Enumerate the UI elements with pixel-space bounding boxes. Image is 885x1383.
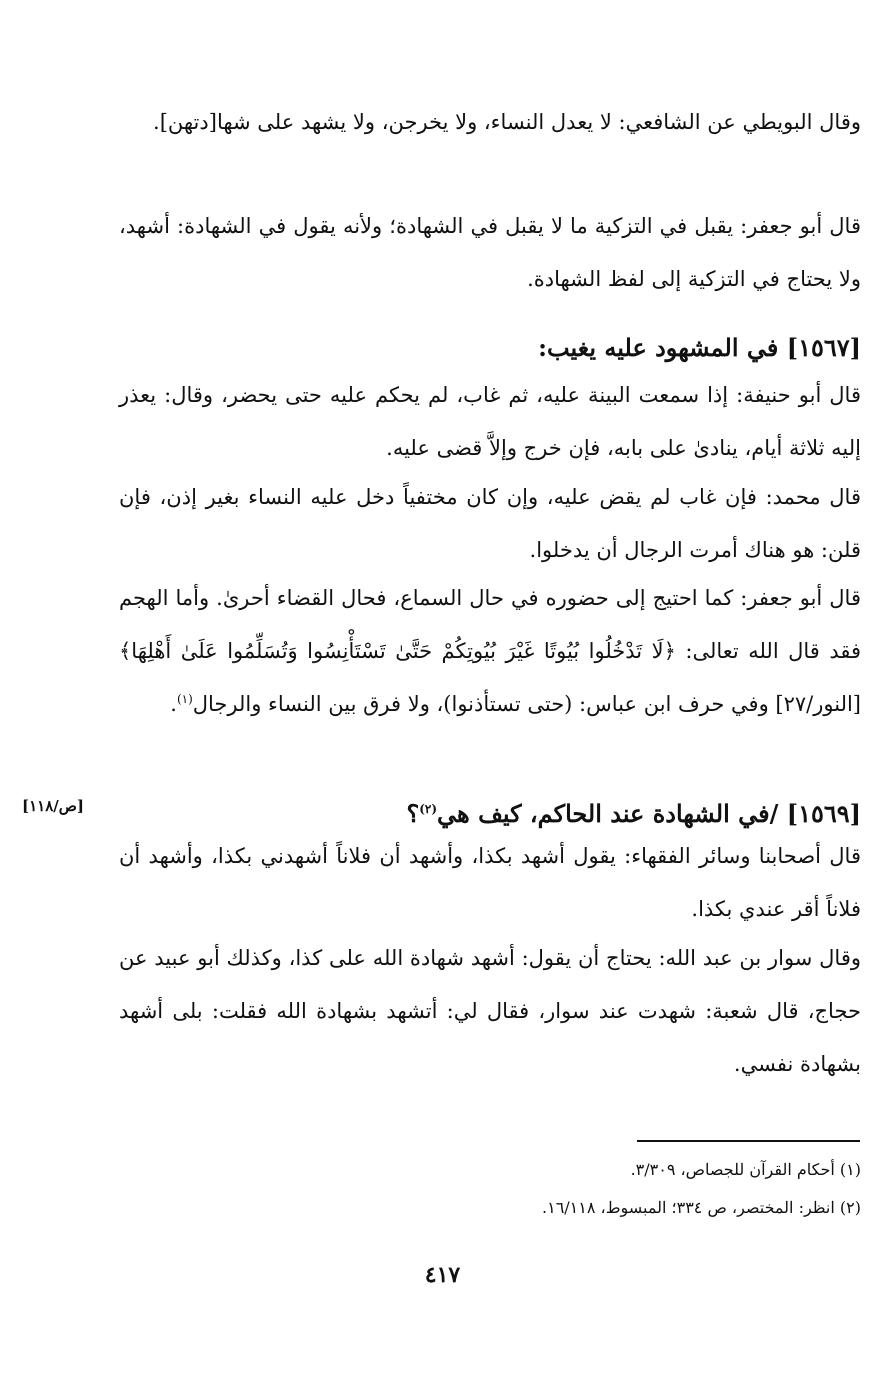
paragraph-end: . [170,692,177,716]
section-heading-1567: [١٥٦٧] في المشهود عليه يغيب: [538,333,861,362]
paragraph-abu-jafar-tazkiya: قال أبو جعفر: يقبل في التزكية ما لا يقبل في الشهادة؛ ولأنه يقول في الشهادة: أشهد، ولا يحتاج في التزكية إلى لفظ الشهادة. [119,214,861,291]
footnote-ref-2: (٢) [419,802,438,816]
paragraph-ashabuna: قال أصحابنا وسائر الفقهاء: يقول أشهد بكذا، وأشهد أن فلاناً أشهدني بكذا، وأشهد أن فلاناً أقر عندي بكذا. [119,844,861,921]
paragraph-sawwar: وقال سوار بن عبد الله: يحتاج أن يقول: أشهد شهادة الله على كذا، وكذلك أبو عبيد عن حجاج، قال شعبة: شهدت عند سوار، فقال لي: أتشهد بشهادة الله فقلت: بلى أشهد بشهادة نفسي. [119,946,861,1076]
paragraph-abu-jafar-hujum [119,572,861,731]
footnote-1: (١) أحكام القرآن للجصاص، ٣/٣٠٩. [630,1160,861,1179]
heading-text: [١٥٦٩] /في الشهادة عند الحاكم، كيف هي [437,799,861,828]
paragraph-buwayti: وقال البويطي عن الشافعي: لا يعدل النساء، ولا يخرجن، ولا يشهد على شها[دتهن]. [153,110,861,134]
footnote-2: (٢) انظر: المختصر، ص ٣٣٤؛ المبسوط، ١٦/١١٨. [542,1198,861,1217]
paragraph-text: قال أبو جعفر: كما احتيج إلى حضوره في حال السماع، فحال القضاء أحرىٰ. وأما الهجم فقد قال الله تعالى: ﴿لَا تَدْخُلُوا بُيُوتًا غَيْرَ بُيُوتِكُمْ حَتَّىٰ تَسْتَأْنِسُوا وَتُسَلِّمُوا عَلَىٰ أَهْلِهَا﴾ [النور/٢٧] وفي حرف ابن عباس: (حتى تستأذنوا)، ولا فرق بين النساء والرجال [119,586,861,716]
margin-page-reference: [ص/١١٨] [22,797,84,815]
paragraph-abu-hanifa: قال أبو حنيفة: إذا سمعت البينة عليه، ثم غاب، لم يحكم عليه حتى يحضر، وقال: يعذر إليه ثلاثة أيام، ينادىٰ على بابه، فإن خرج وإلاَّ قضى عليه. [119,383,861,460]
footnote-divider [637,1140,860,1142]
footnote-ref-1: (١) [176,692,193,706]
paragraph-muhammad: قال محمد: فإن غاب لم يقض عليه، وإن كان مختفياً دخل عليه النساء بغير إذن، فإن قلن: هو هناك أمرت الرجال أن يدخلوا. [119,485,861,562]
section-heading-1569 [119,794,861,834]
page-number: ٤١٧ [424,1262,461,1288]
heading-end: ؟ [406,799,420,828]
